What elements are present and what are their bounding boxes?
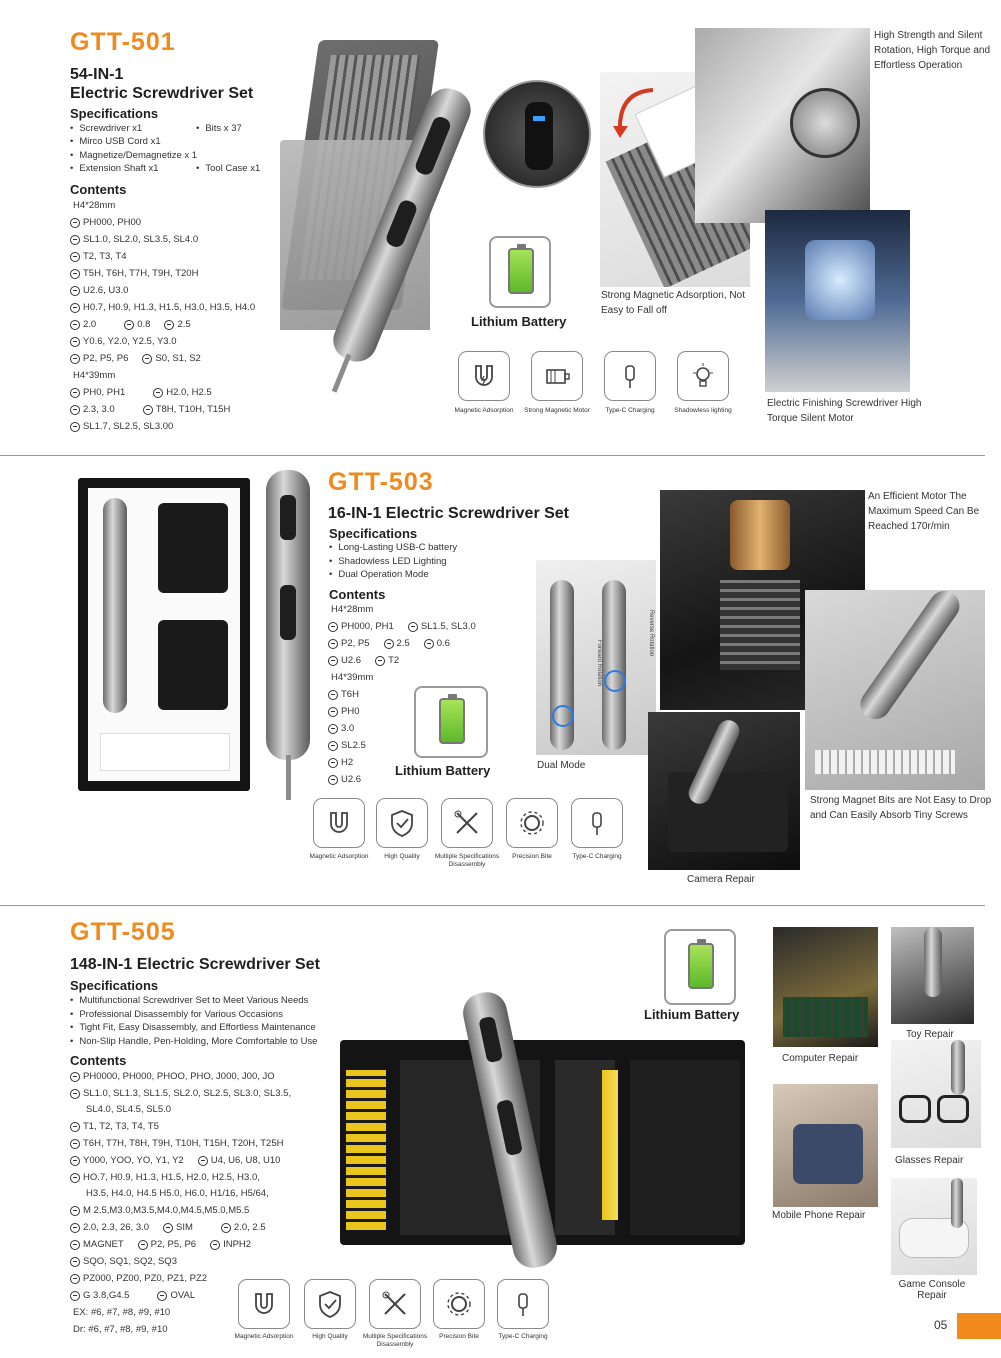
product-title: Electric Screwdriver Set <box>70 85 254 102</box>
bit-icon <box>70 286 80 296</box>
feature-label: Precision Bite <box>439 1333 479 1340</box>
tools-icon <box>441 798 493 848</box>
magnet-icon <box>313 798 365 848</box>
contents-row <box>331 672 373 683</box>
contents-row <box>73 370 115 381</box>
bit-icon <box>70 354 80 364</box>
bit-icon <box>70 1122 80 1132</box>
contents-text: G 3.8,G4.5 <box>83 1290 130 1301</box>
contents-text: 3.0 <box>341 723 355 734</box>
contents-row <box>70 1172 260 1183</box>
contents-text: H0.7, H0.9, H1.3, H1.5, H3.0, H3.5, H4.0 <box>83 302 256 313</box>
contents-row <box>73 1307 170 1318</box>
spec-item: • Tool Case x1 <box>196 162 286 176</box>
contents-text: S0, S1, S2 <box>155 353 201 364</box>
battery-badge <box>664 929 736 1005</box>
spec-item: • Screwdriver x1 <box>70 122 210 136</box>
contents-text: U4, U6, U8, U10 <box>210 1155 281 1166</box>
bit-icon <box>142 354 152 364</box>
spec-item: • Extension Shaft x1 <box>70 162 210 176</box>
contents-text: 0.8 <box>137 319 151 330</box>
dual-mode-image <box>536 560 656 755</box>
bit-icon <box>198 1156 208 1166</box>
gear-icon <box>433 1279 485 1329</box>
contents-text: EX: #6, #7, #8, #9, #10 <box>73 1307 171 1318</box>
contents-text: T2 <box>388 655 400 666</box>
contents-text: H4*39mm <box>73 370 116 381</box>
contents-row <box>70 251 126 262</box>
contents-text: T2, T3, T4 <box>83 251 127 262</box>
spec-list <box>70 135 270 162</box>
battery-badge <box>489 236 551 308</box>
forward-rotation-label: Forward Rotation <box>596 639 603 687</box>
contents-text: 2.0, 2.5 <box>233 1222 266 1233</box>
glasses-repair-image <box>891 1040 981 1148</box>
contents-row <box>328 757 353 768</box>
bit-icon <box>70 1072 80 1082</box>
contents-row <box>73 1324 168 1335</box>
bit-icon <box>70 303 80 313</box>
feature-label: Shadowless lighting <box>674 407 732 414</box>
contents-row <box>70 217 141 228</box>
contents-text: MAGNET <box>83 1239 124 1250</box>
contents-row <box>70 1222 266 1233</box>
contents-text: Y000, YOO, YO, Y1, Y2 <box>83 1155 184 1166</box>
contents-row <box>86 1188 269 1199</box>
bit-icon <box>328 741 338 751</box>
contents-row <box>328 621 476 632</box>
bit-icon <box>70 1291 80 1301</box>
feature-label: Type-C Charging <box>605 407 655 414</box>
caption: Game Console Repair <box>898 1279 966 1301</box>
contents-heading: Contents <box>329 587 386 602</box>
model-number: GTT-503 <box>328 468 434 496</box>
contents-text: T1, T2, T3, T4, T5 <box>83 1121 159 1132</box>
contents-text: P2, P5, P6 <box>83 353 129 364</box>
spec-heading: Specifications <box>329 526 418 541</box>
caption: Camera Repair <box>687 874 755 885</box>
contents-text: SIM <box>176 1222 193 1233</box>
feature-label: Magnetic Adsorption <box>454 407 514 414</box>
light-bulb-icon <box>677 351 729 401</box>
contents-row <box>70 302 255 313</box>
bit-icon <box>328 707 338 717</box>
contents-text: PH000, PH1 <box>341 621 394 632</box>
contents-text: SL1.0, SL2.0, SL3.5, SL4.0 <box>83 234 199 245</box>
feature-label: High Quality <box>312 1333 348 1340</box>
feature-label: Type-C Charging <box>498 1333 548 1340</box>
contents-text: SQO, SQ1, SQ2, SQ3 <box>83 1256 177 1267</box>
usb-c-icon <box>571 798 623 848</box>
contents-text: SL1.0, SL1.3, SL1.5, SL2.0, SL2.5, SL3.0, SL3.5, <box>83 1088 292 1099</box>
shield-icon <box>376 798 428 848</box>
bit-icon <box>328 690 338 700</box>
phone-repair-image <box>773 1084 878 1207</box>
bit-icon <box>164 320 174 330</box>
contents-row <box>70 285 128 296</box>
bit-icon <box>210 1240 220 1250</box>
contents-text: PH0 <box>341 706 360 717</box>
caption: Strong Magnetic Adsorption, Not Easy to Fall off <box>601 290 745 316</box>
contents-row <box>70 268 198 279</box>
bit-icon <box>70 218 80 228</box>
feature-label: Multiple Specifications Disassembly <box>362 1333 428 1348</box>
bit-icon <box>157 1291 167 1301</box>
gift-box-image <box>78 478 250 791</box>
contents-row <box>70 1205 249 1216</box>
spec-item: • Multifunctional Screwdriver Set to Meet Various Needs <box>70 994 390 1008</box>
bit-icon <box>384 639 394 649</box>
contents-text: U2.6 <box>341 774 362 785</box>
page-number: 05 <box>934 1318 948 1332</box>
contents-row <box>70 1088 291 1099</box>
usb-c-icon <box>604 351 656 401</box>
feature-label: Type-C Charging <box>572 853 622 860</box>
contents-text: U2.6, U3.0 <box>83 285 129 296</box>
bit-icon <box>328 775 338 785</box>
contents-text: HO.7, H0.9, H1.3, H1.5, H2.0, H2.5, H3.0, <box>83 1172 260 1183</box>
bit-icon <box>70 235 80 245</box>
spec-item: • Non-Slip Handle, Pen-Holding, More Comfortable to Use <box>70 1035 390 1049</box>
bit-icon <box>70 1223 80 1233</box>
strong-magnet-image <box>805 590 985 790</box>
contents-row <box>70 336 177 347</box>
magnet-icon <box>238 1279 290 1329</box>
contents-text: U2.6 <box>341 655 362 666</box>
bit-icon <box>70 405 80 415</box>
contents-row <box>70 1239 251 1250</box>
motor-image <box>765 210 910 392</box>
bit-icon <box>70 1139 80 1149</box>
section-divider <box>0 455 985 456</box>
spec-item: • Professional Disassembly for Various Occasions <box>70 1008 390 1022</box>
caption: Strong Magnet Bits are Not Easy to Drop and Can Easily Absorb Tiny Screws <box>810 795 992 821</box>
contents-row <box>70 234 198 245</box>
spec-list <box>329 541 529 582</box>
contents-text: T6H, T7H, T8H, T9H, T10H, T15H, T20H, T25H <box>83 1138 284 1149</box>
spec-list <box>196 162 286 176</box>
bit-icon <box>70 1173 80 1183</box>
bit-icon <box>153 388 163 398</box>
bit-icon <box>70 320 80 330</box>
section-divider <box>0 905 985 906</box>
contents-text: M 2.5,M3.0,M3.5,M4.0,M4.5,M5.0,M5.5 <box>83 1205 250 1216</box>
spec-heading: Specifications <box>70 978 159 993</box>
product-title: 16-IN-1 Electric Screwdriver Set <box>328 505 570 522</box>
model-number: GTT-505 <box>70 918 176 946</box>
contents-text: 0.6 <box>436 638 450 649</box>
toy-repair-image <box>891 927 974 1024</box>
caption: Mobile Phone Repair <box>772 1210 866 1221</box>
spec-list <box>196 122 286 136</box>
page-tab <box>957 1313 1001 1339</box>
contents-row <box>70 421 173 432</box>
contents-row <box>331 604 373 615</box>
contents-text: H3.5, H4.0, H4.5 H5.0, H6.0, H1/16, H5/64, <box>86 1188 269 1199</box>
bit-icon <box>70 388 80 398</box>
contents-row <box>328 638 450 649</box>
feature-label: Multiple Specifications Disassembly <box>434 853 500 868</box>
contents-row <box>328 774 361 785</box>
spec-item: • Shadowless LED Lighting <box>329 555 529 569</box>
contents-text: Dr: #6, #7, #8, #9, #10 <box>73 1324 168 1335</box>
contents-text: H4*28mm <box>73 200 116 211</box>
battery-icon <box>508 248 534 294</box>
motor-icon <box>531 351 583 401</box>
contents-text: PH000, PH00 <box>83 217 142 228</box>
contents-row <box>328 655 399 666</box>
contents-row <box>70 1290 195 1301</box>
bit-icon <box>70 337 80 347</box>
contents-text: T6H <box>341 689 359 700</box>
bit-icon <box>70 269 80 279</box>
contents-row <box>328 706 359 717</box>
bit-icon <box>124 320 134 330</box>
contents-text: INPH2 <box>223 1239 252 1250</box>
contents-row <box>70 1071 275 1082</box>
model-number: GTT-501 <box>70 28 176 56</box>
bit-icon <box>70 1206 80 1216</box>
computer-repair-image <box>773 927 878 1047</box>
battery-label: Lithium Battery <box>471 314 567 329</box>
feature-label: Precision Bite <box>512 853 552 860</box>
shield-icon <box>304 1279 356 1329</box>
contents-text: SL1.7, SL2.5, SL3.00 <box>83 421 174 432</box>
zoom-detail-image <box>483 80 591 188</box>
bit-icon <box>328 639 338 649</box>
bit-icon <box>328 724 338 734</box>
contents-row <box>70 353 201 364</box>
contents-text: OVAL <box>170 1290 196 1301</box>
contents-row <box>73 200 115 211</box>
bit-tip-image <box>286 755 291 800</box>
bit-icon <box>143 405 153 415</box>
battery-icon <box>688 943 714 989</box>
spec-heading: Specifications <box>70 106 159 121</box>
product-title: 54-IN-1 <box>70 66 124 83</box>
contents-text: 2.0 <box>83 319 97 330</box>
contents-row <box>70 1256 177 1267</box>
contents-row <box>70 404 230 415</box>
contents-text: H2 <box>341 757 354 768</box>
bit-icon <box>221 1223 231 1233</box>
contents-row <box>328 723 354 734</box>
caption: High Strength and Silent Rotation, High Torque and Effortless Operation <box>874 30 991 71</box>
spec-item: • Magnetize/Demagnetize x 1 <box>70 149 270 163</box>
contents-text: SL1.5, SL3.0 <box>420 621 476 632</box>
contents-text: PH0, PH1 <box>83 387 126 398</box>
battery-badge <box>414 686 488 758</box>
contents-text: P2, P5, P6 <box>150 1239 197 1250</box>
caption: Dual Mode <box>537 760 586 771</box>
usb-c-icon <box>497 1279 549 1329</box>
game-console-image <box>891 1178 977 1275</box>
bit-icon <box>70 1257 80 1267</box>
feature-label: Strong Magnetic Motor <box>524 407 590 414</box>
caption: Computer Repair <box>782 1053 859 1064</box>
contents-text: H4*39mm <box>331 672 374 683</box>
rotation-image <box>695 28 870 223</box>
contents-text: PH0000, PH000, PHOO, PHO, J000, J00, JO <box>83 1071 275 1082</box>
contents-text: Y0.6, Y2.0, Y2.5, Y3.0 <box>83 336 177 347</box>
spec-item: • Long-Lasting USB-C battery <box>329 541 529 555</box>
bit-icon <box>70 1274 80 1284</box>
spec-list <box>70 162 210 176</box>
caption: Electric Finishing Screwdriver High Torque Silent Motor <box>767 398 922 424</box>
spec-item: • Mirco USB Cord x1 <box>70 135 270 149</box>
contents-row <box>328 740 366 751</box>
caption: Toy Repair <box>906 1029 954 1040</box>
bit-icon <box>70 422 80 432</box>
contents-text: PZ000, PZ00, PZ0, PZ1, PZ2 <box>83 1273 208 1284</box>
contents-text: 2.0, 2.3, 26, 3.0 <box>83 1222 150 1233</box>
bit-icon <box>163 1223 173 1233</box>
contents-text: H4*28mm <box>331 604 374 615</box>
feature-label: Magnetic Adsorption <box>234 1333 294 1340</box>
caption: An Efficient Motor The Maximum Speed Can Be Reached 170r/min <box>868 491 980 532</box>
contents-text: SL2.5 <box>341 740 366 751</box>
spec-item: • Dual Operation Mode <box>329 568 529 582</box>
contents-text: P2, P5 <box>341 638 370 649</box>
tools-icon <box>369 1279 421 1329</box>
contents-row <box>70 387 212 398</box>
bit-icon <box>408 622 418 632</box>
spec-item: • Bits x 37 <box>196 122 286 136</box>
bit-icon <box>375 656 385 666</box>
contents-text: 2.3, 3.0 <box>83 404 115 415</box>
contents-text: 2.5 <box>177 319 191 330</box>
contents-row <box>70 1121 159 1132</box>
contents-heading: Contents <box>70 182 127 197</box>
battery-label: Lithium Battery <box>395 763 491 778</box>
screwdriver-image <box>266 470 310 760</box>
bit-icon <box>328 758 338 768</box>
magnet-icon <box>458 351 510 401</box>
bit-icon <box>70 1240 80 1250</box>
contents-heading: Contents <box>70 1053 127 1068</box>
contents-text: H2.0, H2.5 <box>166 387 212 398</box>
contents-text: SL4.0, SL4.5, SL5.0 <box>86 1104 172 1115</box>
spec-list <box>70 122 210 136</box>
bit-icon <box>70 1156 80 1166</box>
spec-item: • Tight Fit, Easy Disassembly, and Effortless Maintenance <box>70 1021 390 1035</box>
feature-label: Magnetic Adsorption <box>309 853 369 860</box>
bit-icon <box>70 1089 80 1099</box>
bit-icon <box>424 639 434 649</box>
battery-icon <box>439 698 465 744</box>
contents-row <box>70 1273 207 1284</box>
contents-text: 2.5 <box>396 638 410 649</box>
contents-text: T8H, T10H, T15H <box>155 404 231 415</box>
contents-row <box>70 1155 280 1166</box>
feature-label: High Quality <box>384 853 420 860</box>
contents-row <box>86 1104 171 1115</box>
caption: Glasses Repair <box>895 1155 964 1166</box>
contents-text: T5H, T6H, T7H, T9H, T20H <box>83 268 199 279</box>
gear-icon <box>506 798 558 848</box>
contents-row <box>70 319 191 330</box>
camera-repair-image <box>648 712 800 870</box>
reverse-rotation-label: Reverse Rotation <box>648 609 655 657</box>
bit-icon <box>70 252 80 262</box>
bit-icon <box>328 622 338 632</box>
contents-row <box>70 1138 283 1149</box>
bit-icon <box>328 656 338 666</box>
bit-icon <box>138 1240 148 1250</box>
product-title: 148-IN-1 Electric Screwdriver Set <box>70 956 320 973</box>
contents-row <box>328 689 359 700</box>
battery-label: Lithium Battery <box>644 1007 740 1022</box>
